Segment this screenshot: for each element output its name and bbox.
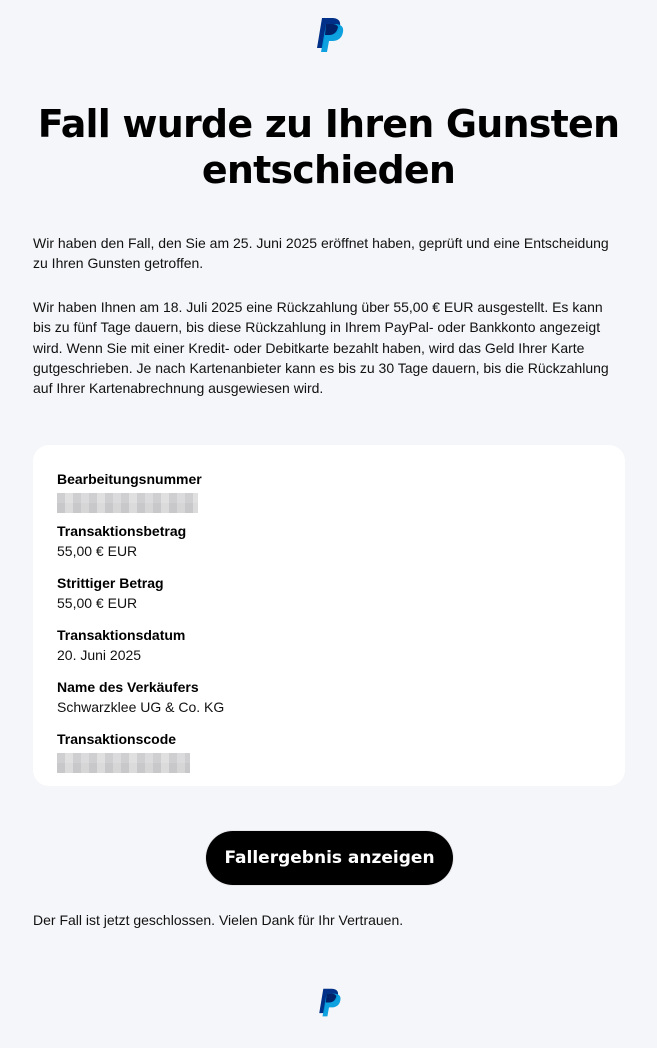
case-number-redacted — [57, 493, 198, 513]
transaction-code-redacted — [57, 753, 190, 773]
transaction-code-field — [57, 729, 190, 773]
intro-paragraph: Wir haben den Fall, den Sie am 25. Juni 2025 eröffnet haben, geprüft und eine Entscheidung zu Ihren Gunsten getroffen. — [33, 235, 609, 272]
closing-text: Der Fall ist jetzt geschlossen. Vielen Dank für Ihr Vertrauen. — [33, 912, 404, 928]
transaction-amount-value: 55,00 € EUR — [57, 543, 138, 559]
seller-name-value: Schwarzklee UG & Co. KG — [57, 699, 225, 715]
seller-name-field — [57, 677, 224, 717]
transaction-date-value: 20. Juni 2025 — [57, 647, 142, 663]
transaction-amount-field — [57, 521, 186, 561]
transaction-date-label: Transaktionsdatum — [57, 627, 186, 643]
view-case-result-button[interactable]: Fallergebnis anzeigen — [206, 831, 453, 885]
paypal-logo-icon — [313, 16, 345, 54]
transaction-amount-label: Transaktionsbetrag — [57, 523, 187, 539]
case-number-field — [57, 469, 202, 513]
disputed-amount-value: 55,00 € EUR — [57, 595, 138, 611]
paypal-logo-icon — [316, 986, 342, 1019]
page-title: Fall wurde zu Ihren Gunsten entschieden — [37, 102, 620, 192]
refund-paragraph: Wir haben Ihnen am 18. Juli 2025 eine Rückzahlung über 55,00 € EUR ausgestellt. Es kann bis zu fünf Tage dauern, bis diese Rückzahlung in Ihrem PayPal- oder Bankkonto angezeigt wird. Wenn Sie mit einer Kredit- oder Debitkarte bezahlt haben, wird das Geld Ihrer Karte gutgeschrieben. Je nach Kartenanbieter kann es bis zu 30 Tage dauern, bis die Rückzahlung auf Ihrer Kartenabrechnung ausgewiesen wird. — [33, 299, 609, 397]
transaction-date-field — [57, 625, 185, 665]
disputed-amount-field — [57, 573, 164, 613]
case-details-card — [33, 445, 625, 786]
seller-name-label: Name des Verkäufers — [57, 679, 199, 695]
transaction-code-label: Transaktionscode — [57, 731, 177, 747]
disputed-amount-label: Strittiger Betrag — [57, 575, 164, 591]
case-number-label: Bearbeitungsnummer — [57, 471, 202, 487]
